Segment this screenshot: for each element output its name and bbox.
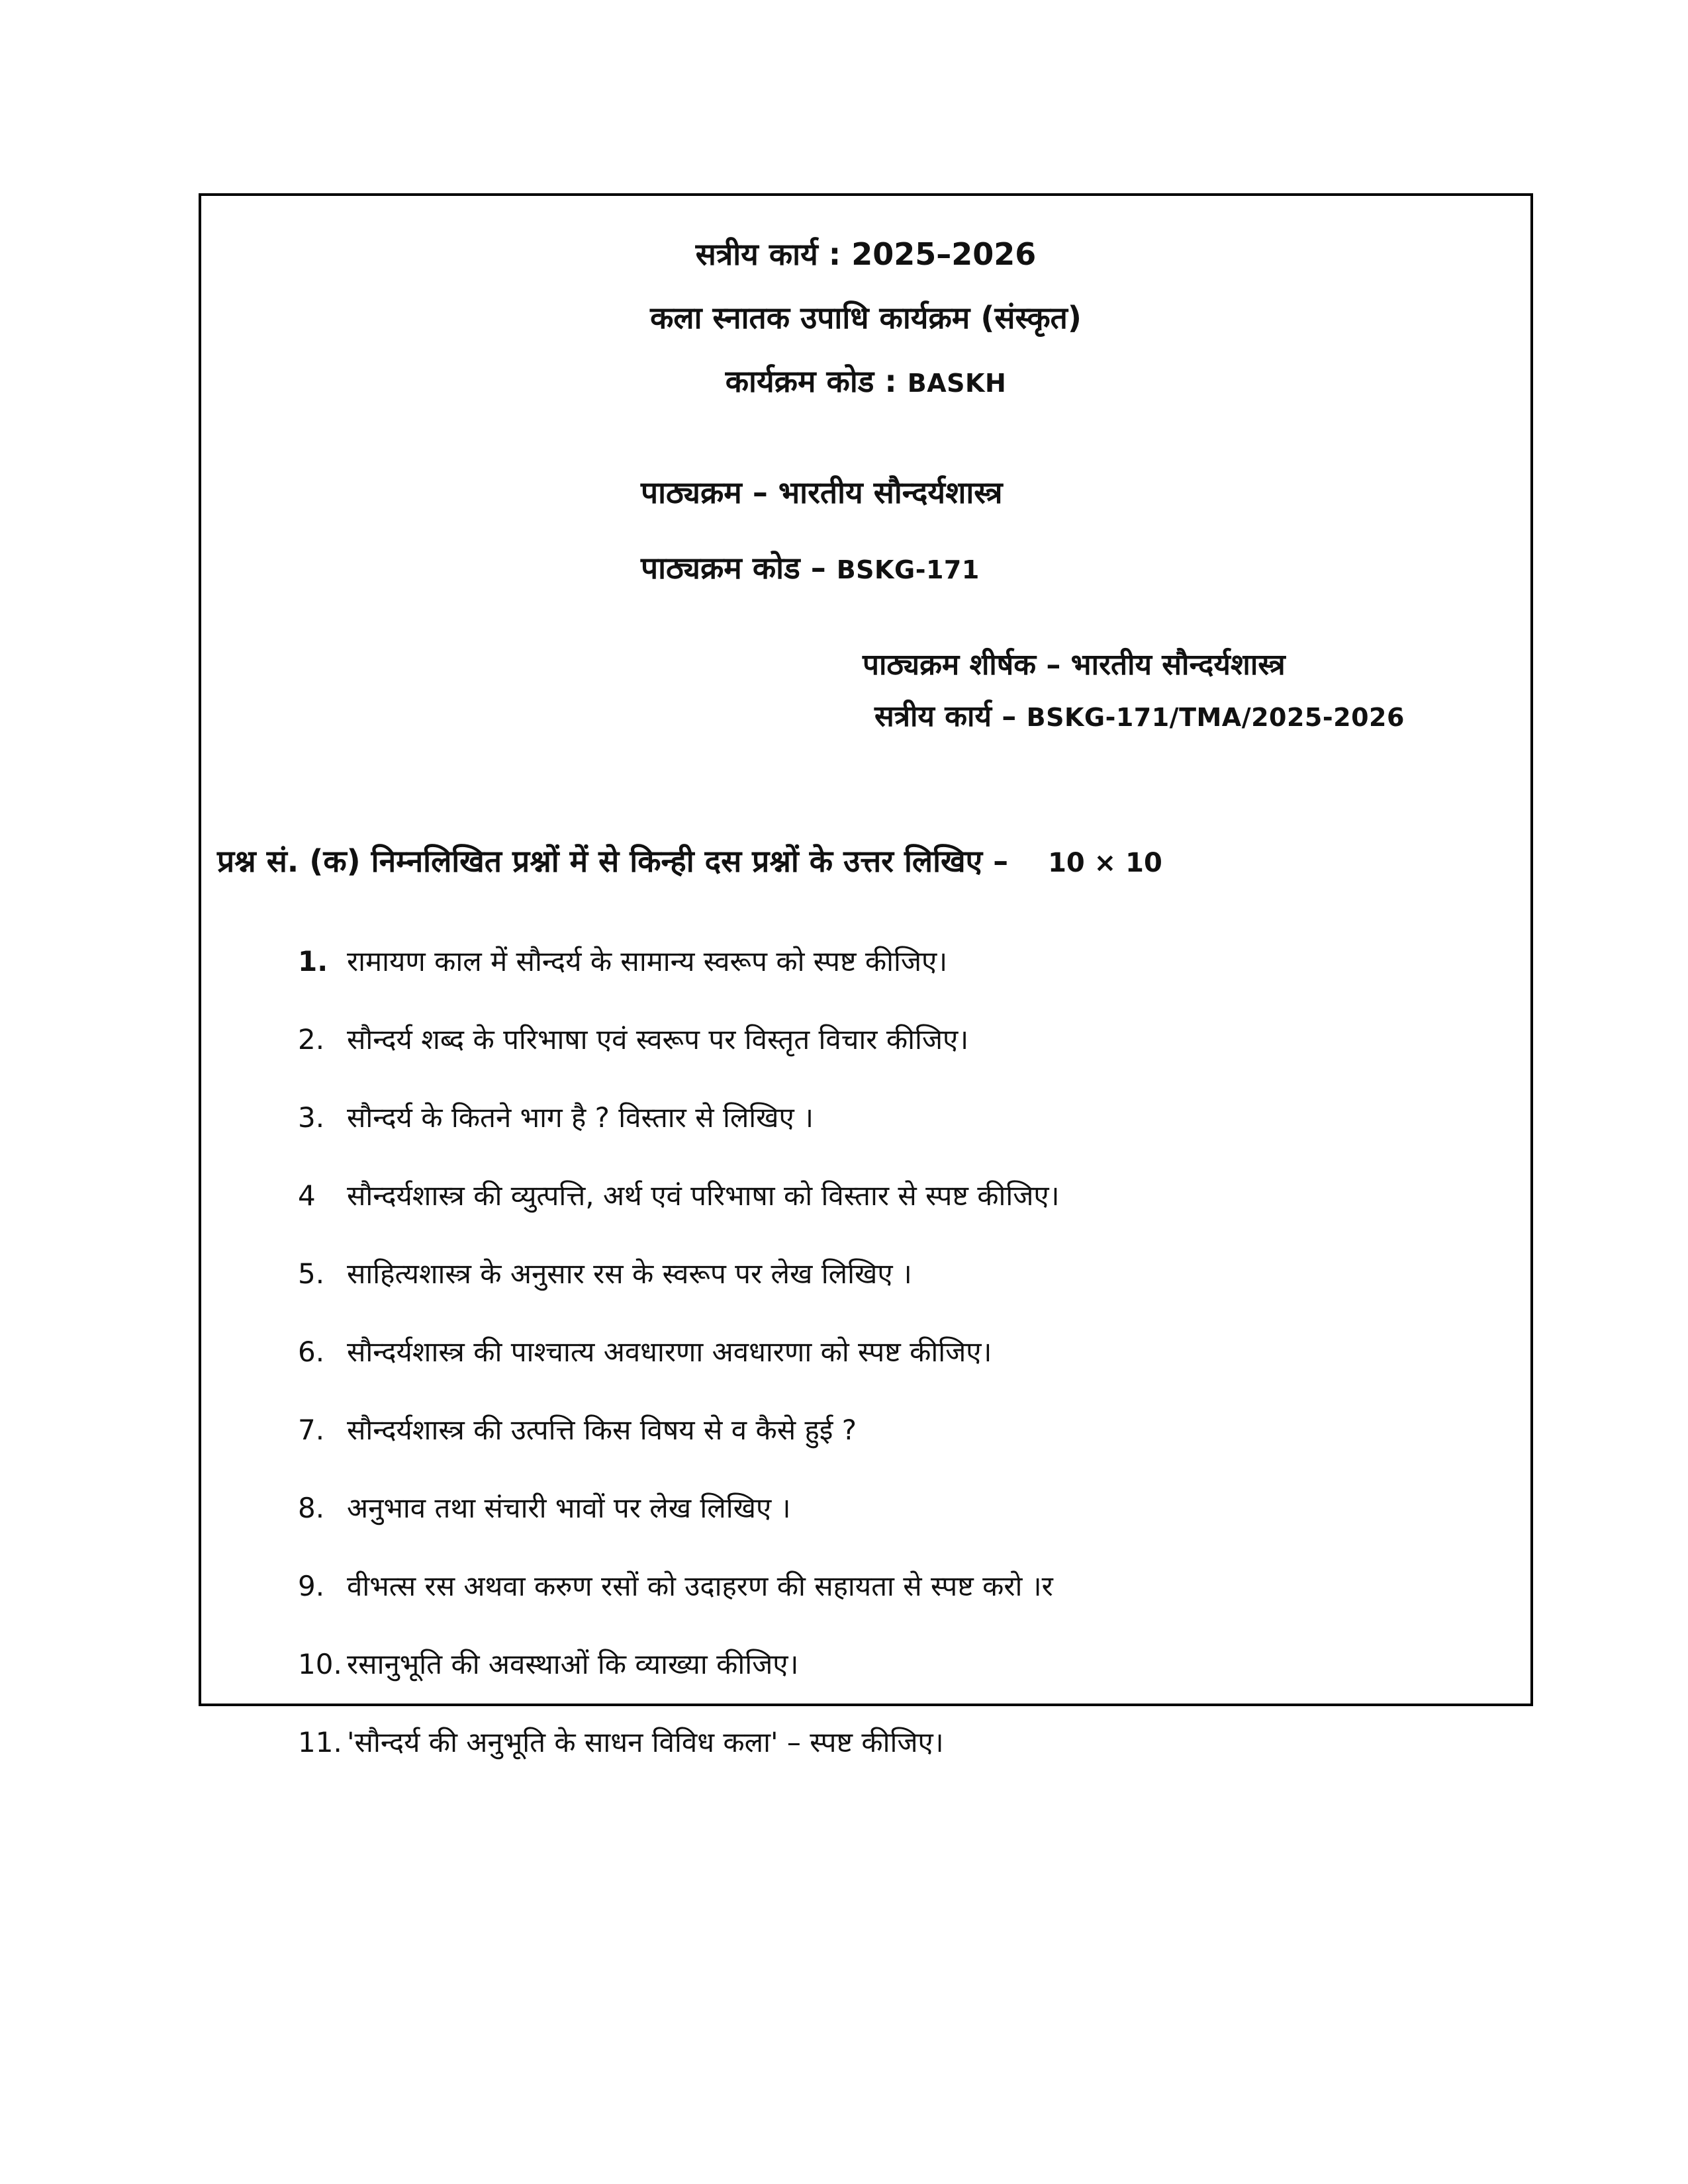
course-block <box>641 455 1515 608</box>
question-list <box>217 944 1515 1760</box>
session-title-line: सत्रीय कार्य : 2025–2026 <box>695 236 1037 272</box>
question-text: साहित्यशास्त्र के अनुसार रस के स्वरूप पर लेख लिखिए । <box>347 1257 912 1290</box>
question-text: सौन्दर्यशास्त्र की उत्पत्ति किस विषय से व कैसे हुई ? <box>347 1414 857 1446</box>
question-text: अनुभाव तथा संचारी भावों पर लेख लिखिए । <box>347 1492 791 1524</box>
question-number: 2. <box>298 1023 325 1056</box>
question-number: 7. <box>298 1414 325 1446</box>
document-border-frame <box>199 193 1533 1758</box>
question-item <box>217 1413 1515 1447</box>
question-text: रामायण काल में सौन्दर्य के सामान्य स्वरूप को स्पष्ट कीजिए। <box>347 945 948 978</box>
program-title-line: कला स्नातक उपाधि कार्यक्रम (संस्कृत) <box>650 300 1082 336</box>
question-number: 5. <box>298 1257 325 1290</box>
question-text: सौन्दर्य के कितने भाग है ? विस्तार से लिखिए । <box>347 1101 814 1134</box>
question-item <box>217 1179 1515 1213</box>
course-code-value: BSKG-171 <box>836 555 980 584</box>
question-text: 'सौन्दर्य की अनुभूति के साधन विविध कला' – स्पष्ट कीजिए। <box>347 1726 944 1758</box>
question-number: 8. <box>298 1492 325 1524</box>
question-item <box>217 944 1515 979</box>
assignment-code-value: BSKG-171/TMA/2025-2026 <box>1026 703 1405 732</box>
course-code-label: पाठ्यक्रम कोड – <box>641 550 826 586</box>
marks-label: 10 × 10 <box>1048 848 1162 878</box>
course-title-block <box>863 639 1515 743</box>
question-number: 11. <box>298 1726 342 1758</box>
question-item <box>217 1647 1515 1682</box>
assignment-label: सत्रीय कार्य – <box>874 700 1017 733</box>
question-item <box>217 1569 1515 1604</box>
question-number: 10. <box>298 1648 342 1680</box>
question-text: सौन्दर्य शब्द के परिभाषा एवं स्वरूप पर विस्तृत विचार कीजिए। <box>347 1023 969 1056</box>
question-number: 9. <box>298 1570 325 1602</box>
question-item <box>217 1257 1515 1291</box>
course-name-line: पाठ्यक्रम – भारतीय सौन्दर्यशास्त्र <box>641 475 1003 510</box>
question-item <box>217 1725 1515 1760</box>
question-number: 6. <box>298 1336 325 1368</box>
instruction-text: प्रश्न सं. (क) निम्नलिखित प्रश्नों में से किन्ही दस प्रश्नों के उत्तर लिखिए – <box>217 843 1009 879</box>
question-text: वीभत्स रस अथवा करुण रसों को उदाहरण की सहायता से स्पष्ट करो ।र <box>347 1570 1053 1602</box>
question-text: रसानुभूति की अवस्थाओं कि व्याख्या कीजिए। <box>347 1648 799 1680</box>
program-code-label: कार्यक्रम कोड : <box>725 363 897 399</box>
assignment-code-line <box>874 691 1515 743</box>
question-number: 3. <box>298 1101 325 1134</box>
program-code-value: BASKH <box>907 369 1007 398</box>
question-item <box>217 1101 1515 1135</box>
question-number: 4 <box>298 1179 316 1212</box>
section-instruction <box>217 842 1515 882</box>
question-item <box>217 1023 1515 1057</box>
course-title-line: पाठ्यक्रम शीर्षक – भारतीय सौन्दर्यशास्त्र <box>863 648 1286 682</box>
program-code-line <box>217 349 1515 415</box>
question-text: सौन्दर्यशास्त्र की व्युत्पत्ति, अर्थ एवं परिभाषा को विस्तार से स्पष्ट कीजिए। <box>347 1179 1060 1212</box>
course-code-line <box>641 530 1515 608</box>
question-item <box>217 1491 1515 1525</box>
question-item <box>217 1335 1515 1369</box>
question-text: सौन्दर्यशास्त्र की पाश्चात्य अवधारणा अवधारणा को स्पष्ट कीजिए। <box>347 1336 992 1368</box>
question-number: 1. <box>298 945 328 978</box>
